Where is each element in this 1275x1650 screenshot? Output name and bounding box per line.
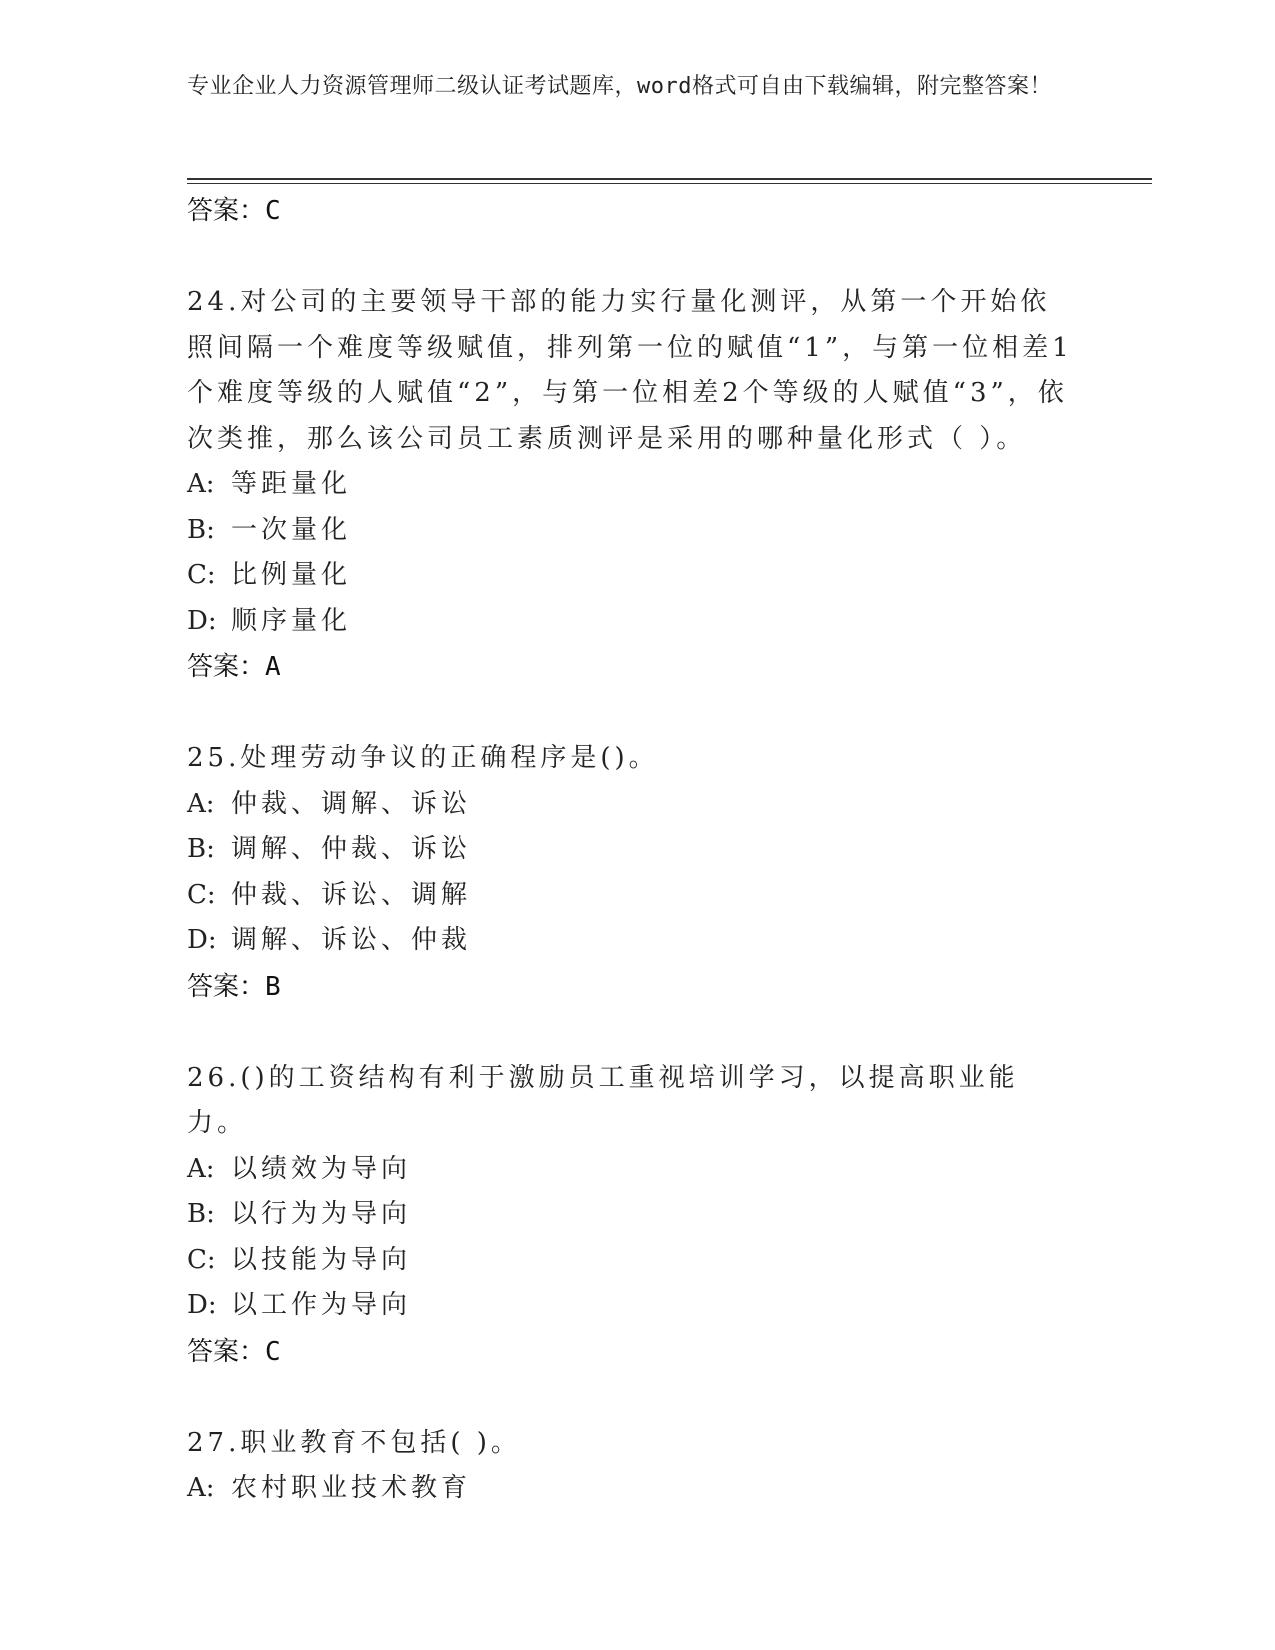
question-stem: 25.处理劳动争议的正确程序是()。 (187, 743, 659, 773)
option-b (187, 827, 1077, 873)
option-letter: A: (187, 1153, 215, 1184)
option-d (187, 599, 1077, 645)
header-divider-thin (187, 183, 1152, 184)
answer-line: 答案：C (187, 196, 281, 226)
option-letter: C: (187, 560, 216, 590)
option-d (187, 1283, 1077, 1329)
option-c (187, 873, 1077, 919)
option-text: 仲裁、调解、诉讼 (231, 788, 472, 819)
question-item (187, 1421, 1077, 1512)
option-text: 以绩效为导向 (231, 1153, 412, 1184)
answer-line: 答案：C (187, 1336, 281, 1367)
answer-line: 答案：B (187, 971, 281, 1002)
answer-line: 答案：A (187, 652, 281, 682)
option-text: 顺序量化 (231, 605, 352, 636)
option-text: 比例量化 (231, 560, 352, 590)
option-b (187, 1192, 1077, 1238)
option-text: 调解、仲裁、诉讼 (231, 834, 472, 864)
option-letter: A: (187, 469, 215, 499)
option-letter: A: (187, 1473, 215, 1503)
option-text: 以技能为导向 (231, 1244, 412, 1275)
option-letter: D: (187, 1290, 217, 1320)
option-letter: B: (187, 514, 215, 545)
option-text: 等距量化 (231, 469, 352, 499)
option-text: 一次量化 (231, 514, 352, 545)
option-text: 调解、诉讼、仲裁 (231, 925, 472, 955)
option-letter: B: (187, 1199, 215, 1229)
option-c (187, 1238, 1077, 1284)
option-text: 以工作为导向 (231, 1290, 412, 1320)
question-item (187, 1056, 1077, 1375)
option-a (187, 462, 1077, 508)
question-list (187, 188, 1077, 1512)
question-stem: 27.职业教育不包括( )。 (187, 1427, 521, 1458)
option-letter: D: (187, 605, 217, 636)
page-header-note: 专业企业人力资源管理师二级认证考试题库，word格式可自由下载编辑，附完整答案！ (187, 74, 1052, 99)
option-a (187, 782, 1077, 828)
question-item (187, 736, 1077, 1010)
option-b (187, 508, 1077, 554)
option-text: 以行为为导向 (231, 1199, 412, 1229)
option-letter: C: (187, 879, 216, 910)
question-item (187, 280, 1077, 690)
question-stem: 26.()的工资结构有利于激励员工重视培训学习，以提高职业能力。 (187, 1062, 1019, 1138)
option-letter: D: (187, 925, 217, 955)
question-stem: 24.对公司的主要领导干部的能力实行量化测评，从第一个开始依照间隔一个难度等级赋值，排列第一位的赋值“1”，与第一位相差1个难度等级的人赋值“2”，与第一位相差2个等级的人赋值“3”，依次类推，那么该公司员工素质测评是采用的哪种量化形式（ ）。 (187, 287, 1073, 454)
option-c (187, 553, 1077, 599)
header-divider-thick (187, 178, 1152, 180)
option-d (187, 918, 1077, 964)
option-text: 农村职业技术教育 (231, 1473, 472, 1503)
option-a (187, 1466, 1077, 1512)
option-letter: A: (187, 788, 215, 819)
option-letter: B: (187, 834, 215, 864)
option-text: 仲裁、诉讼、调解 (231, 879, 472, 910)
option-letter: C: (187, 1244, 216, 1275)
option-a (187, 1147, 1077, 1193)
